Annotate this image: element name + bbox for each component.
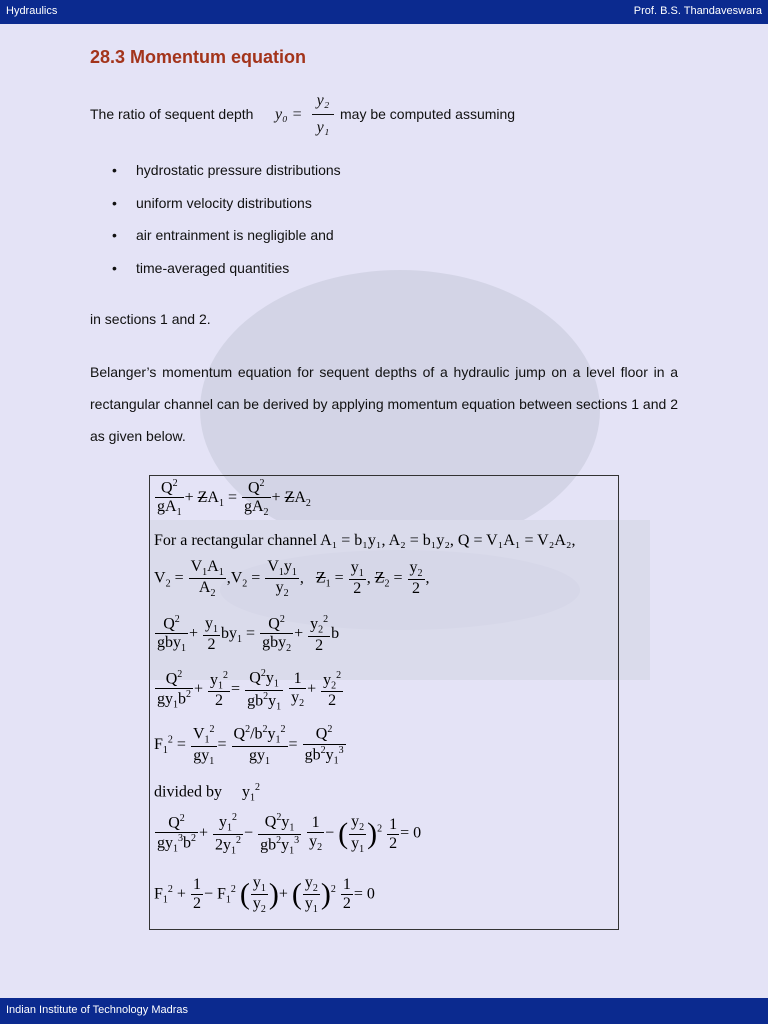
top-bar <box>0 0 768 24</box>
ratio-text-before: The ratio of sequent depth <box>90 106 254 122</box>
equation-box <box>149 475 619 930</box>
ratio-text-after: may be computed assuming <box>340 106 516 122</box>
equation-simplified: $\frac{Q^2}{gy_1b^2}$ + $\frac{y_1^2}{2}$ = $\frac{Q^2y_1}{gb^2y_1}$ $\frac{1}{y_2}$ + $\frac{y_2^2}{2}$ <box>157 668 342 713</box>
equation-momentum: $\frac{Q^2}{gA_1}$ + $ZA_1$ = $\frac{Q^2}{gA_2}$ + $ZA_2$ <box>157 478 311 519</box>
list-item: • time-averaged quantities <box>112 260 341 293</box>
paragraph-sections: in sections 1 and 2. <box>90 311 211 327</box>
equation-velocity: $V_2$ = $\frac{V_1A_1}{A_2}$ $,V_2$ = $\frac{V_1y_1}{y_2}$ , $Z_1$ = $\frac{y_1}{2}$ , $Z_2$ = $\frac{y_2}{2}$ , <box>154 558 430 600</box>
bottom-bar <box>0 998 768 1024</box>
equation-divided: $\frac{Q^2}{gy_1^3b^2}$ + $\frac{y_1^2}{2y_1^2}$ − $\frac{Q^2y_1}{gb^2y_1^3}$ $\frac{1}{y_2}$ − ( $\frac{y_2}{y_1}$ )$^2$ $\frac{1}{2}$ = 0 <box>157 812 422 857</box>
author-name: Prof. B.S. Thandaveswara <box>633 5 762 17</box>
course-title: Hydraulics <box>6 5 58 17</box>
equation-final: $F_1^2$ + $\frac{1}{2}$ − $F_1^2$ ( $\frac{y_1}{y_2}$ )+ ( $\frac{y_2}{y_1}$ )$^2$ $\frac{1}{2}$ = 0 <box>154 874 375 916</box>
ratio-denominator: y₁ <box>316 119 330 136</box>
equation-froude: $F_1^2$ = $\frac{V_1^2}{gy_1}$ = $\frac{Q^2/b^2y_1^2}{gy_1}$ = $\frac{Q^2}{gb^2y_1^3}$ <box>154 724 344 767</box>
equation-force-balance: $Q^2$ gby$_1$ + $\frac{y_1}{2}$ $by_1$ = $Q^2$ gby$_2$ + $\frac{y_2^2}{2}$ b <box>157 614 340 655</box>
institution-name: Indian Institute of Technology Madras <box>6 1004 189 1016</box>
equation-divided-by: divided by $y_1^2$ <box>154 782 260 804</box>
ratio-fraction <box>312 92 334 137</box>
list-item: • air entrainment is negligible and <box>112 227 341 260</box>
ratio-numerator: y₂ <box>312 92 334 115</box>
paragraph-belanger: Belanger’s momentum equation for sequent depths of a hydraulic jump on a level floor in a rectangular channel can be derived by applying momentum equation between sections 1 and 2 as given below. <box>90 364 678 444</box>
section-title: 28.3 Momentum equation <box>90 47 307 67</box>
list-item: • hydrostatic pressure distributions <box>112 162 341 195</box>
assumption-list <box>112 162 341 292</box>
ratio-lhs: y₀ = <box>275 106 303 123</box>
list-item: • uniform velocity distributions <box>112 195 341 228</box>
equation-rect-channel: For a rectangular channel A₁ = b₁y₁, A₂ = b₁y₂, Q = V₁A₁ = V₂A₂, <box>154 532 576 549</box>
